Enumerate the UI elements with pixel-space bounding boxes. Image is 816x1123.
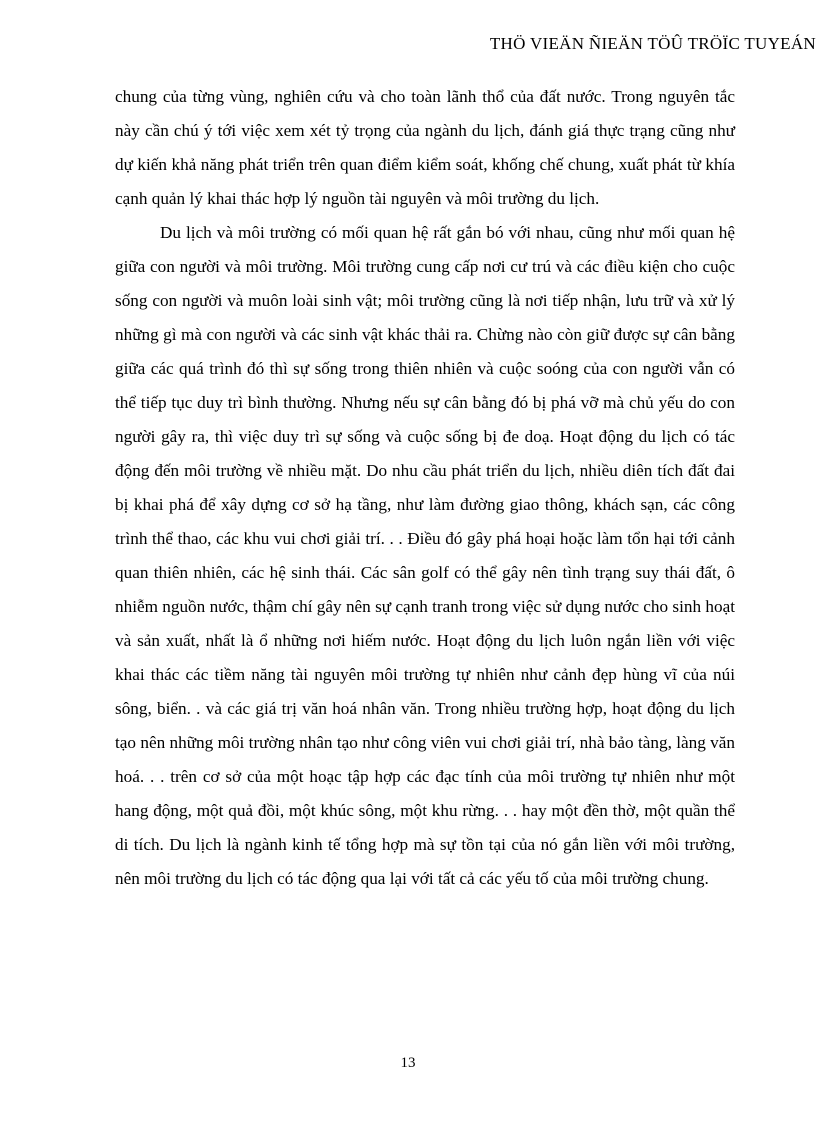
document-body (115, 80, 735, 896)
paragraph-continuation: chung của từng vùng, nghiên cứu và cho toàn lãnh thổ của đất nước. Trong nguyên tắc này cần chú ý tới việc xem xét tỷ trọng của ngành du lịch, đánh giá thực trạng cũng như dự kiến khả năng phát triển trên quan điểm kiểm soát, khống chế chung, xuất phát từ khía cạnh quản lý khai thác hợp lý nguồn tài nguyên và môi trường du lịch. (115, 87, 735, 208)
paragraph-tourism-environment: Du lịch và môi trường có mối quan hệ rất gắn bó với nhau, cũng như mối quan hệ giữa con người và môi trường. Môi trường cung cấp nơi cư trú và các điều kiện cho cuộc sống con người và muôn loài sinh vật; môi trường cũng là nơi tiếp nhận, lưu trữ và xử lý những gì mà con người và các sinh vật khác thải ra. Chừng nào còn giữ được sự cân bằng giữa các quá trình đó thì sự sống trong thiên nhiên và cuộc soóng của con người vẫn có thể tiếp tục duy trì bình thường. Nhưng nếu sự cân bằng đó bị phá vỡ mà chủ yếu do con người gây ra, thì việc duy trì sự sống và cuộc sống bị đe doạ. Hoạt động du lịch có tác động đến môi trường về nhiều mặt. Do nhu cầu phát triển du lịch, nhiều diên tích đất đai bị khai phá để xây dựng cơ sở hạ tầng, như làm đường giao thông, khách sạn, các công trình thể thao, các khu vui chơi giải trí. . . Điều đó gây phá hoại hoặc làm tổn hại tới cảnh quan thiên nhiên, các hệ sinh thái. Các sân golf có thể gây nên tình trạng suy thái đất, ô nhiễm nguồn nước, thậm chí gây nên sự cạnh tranh trong việc sử dụng nước cho sinh hoạt và sản xuất, nhất là ổ những nơi hiếm nước. Hoạt động du lịch luôn ngắn liền với việc khai thác các tiềm năng tài nguyên môi trường tự nhiên như cảnh đẹp hùng vĩ của núi sông, biển. . và các giá trị văn hoá nhân văn. Trong nhiều trường hợp, hoạt động du lịch tạo nên những môi trường nhân tạo như công viên vui chơi giải trí, nhà bảo tàng, làng văn hoá. . . trên cơ sở của một hoạc tập hợp các đạc tính của môi trường tự nhiên như một hang động, một quả đồi, một khúc sông, một khu rừng. . . hay một đền thờ, một quần thể di tích. Du lịch là ngành kinh tế tổng hợp mà sự tồn tại của nó gắn liền với môi trường, nên môi trường du lịch có tác động qua lại với tất cả các yếu tố của môi trường chung. (115, 223, 735, 888)
running-header: THÖ VIEÄN ÑIEÄN TÖÛ TRÖÏC TUYEÁN (489, 34, 816, 53)
page-number: 13 (400, 1055, 416, 1071)
